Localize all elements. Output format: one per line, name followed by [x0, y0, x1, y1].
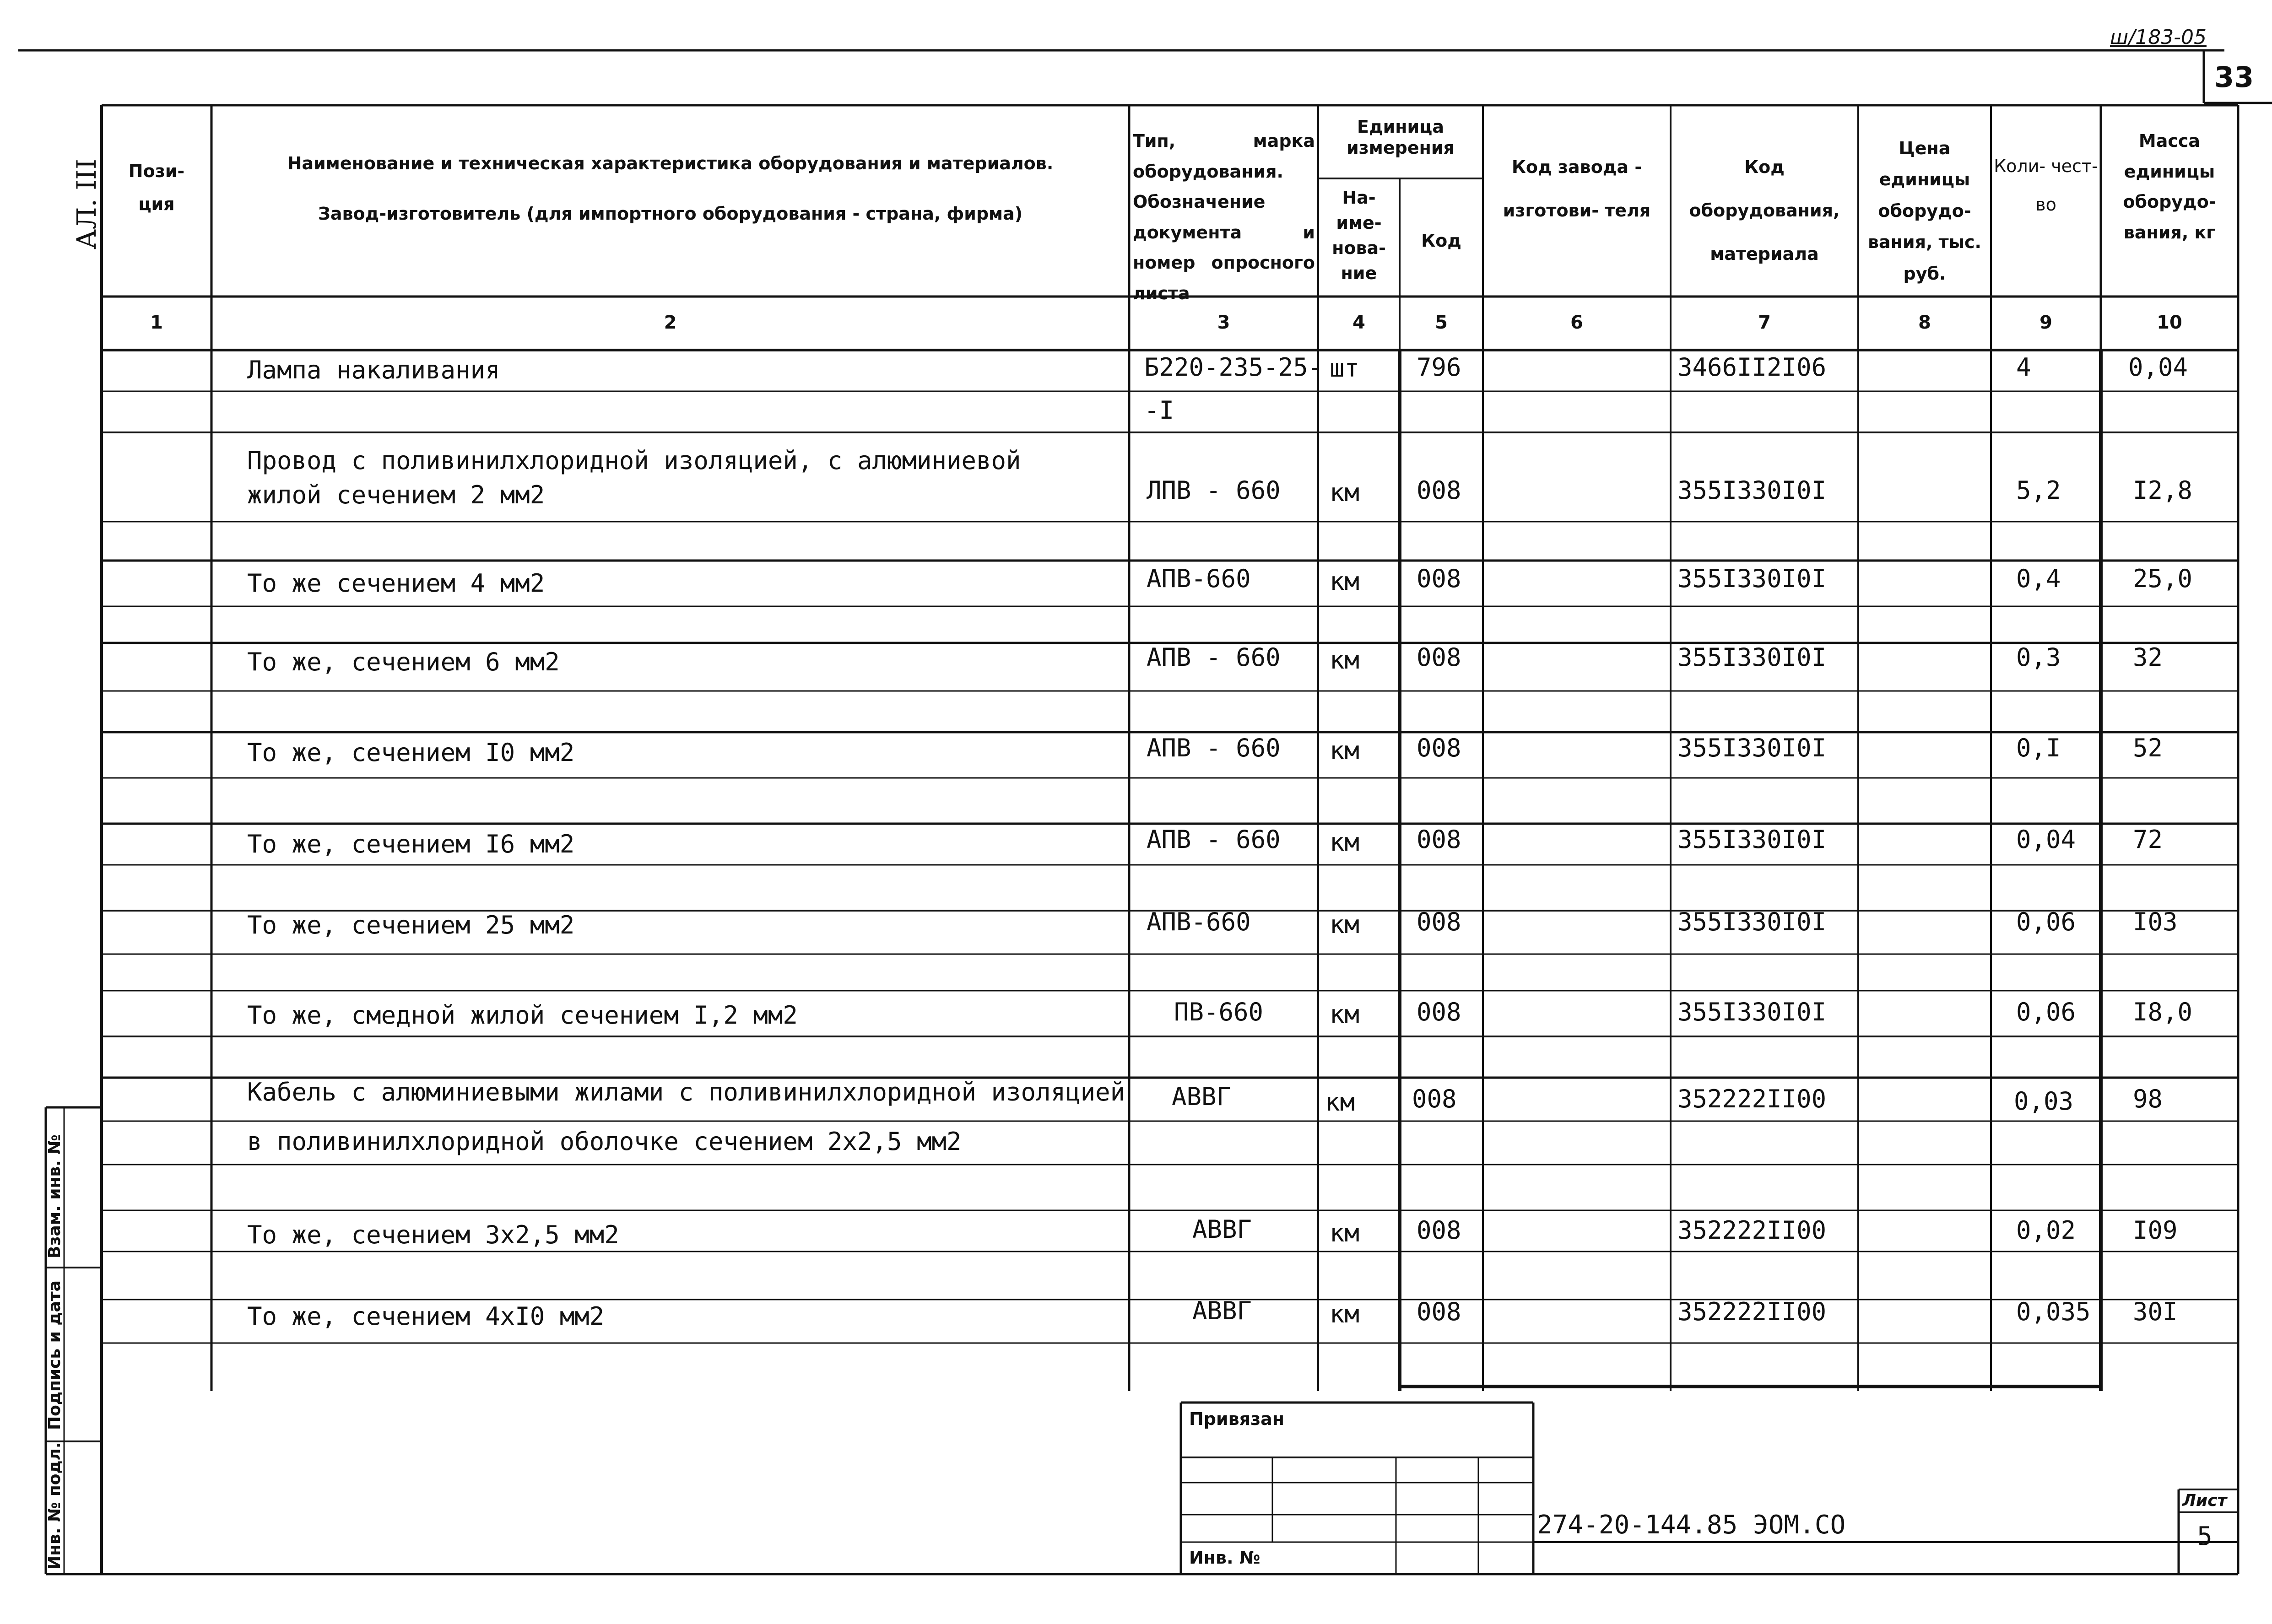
- doc-reference-top: ш/183-05: [2110, 26, 2207, 49]
- col-number-9: 9: [2039, 312, 2052, 333]
- row-type: ПВ-660: [1174, 998, 1264, 1026]
- row-mass: 25,0: [2133, 564, 2193, 593]
- row-mass: 98: [2133, 1084, 2163, 1113]
- row-unit: шт: [1330, 354, 1360, 383]
- col-number-3: 3: [1217, 312, 1230, 333]
- col-number-4: 4: [1352, 312, 1365, 333]
- row-type: АПВ - 660: [1147, 825, 1281, 854]
- stamp-privyazan: Привязан: [1189, 1409, 1285, 1429]
- row-material-code: 355I330I0I: [1677, 643, 1827, 672]
- row-material-code: 3466II2I06: [1677, 353, 1827, 382]
- row-type: ЛПВ - 660: [1147, 476, 1281, 505]
- row-type: АВВГ: [1172, 1082, 1232, 1111]
- row-quantity: 5,2: [2016, 476, 2061, 505]
- row-type: АПВ-660: [1147, 564, 1251, 593]
- row-material-code: 352222II00: [1677, 1216, 1827, 1245]
- header-price: Цена единицы оборудо- вания, тыс. руб.: [1868, 138, 1981, 284]
- row-mass: 72: [2133, 825, 2163, 854]
- row-material-code: 355I330I0I: [1677, 825, 1827, 854]
- row-mass: 52: [2133, 734, 2163, 762]
- header-type: Тип, марка оборудования. Обозначение документа и номер опросного листа: [1133, 131, 1315, 303]
- col-number-2: 2: [664, 312, 677, 333]
- row-name: Лампа накаливания: [247, 356, 500, 384]
- row-name: То же, сечением 3х2,5 мм2: [247, 1220, 619, 1249]
- row-unit-code: 008: [1417, 734, 1461, 762]
- stamp-inv-no: Инв. №: [1189, 1548, 1260, 1568]
- row-name: То же, сечением I6 мм2: [247, 830, 575, 858]
- row-type: АВВГ: [1192, 1296, 1252, 1325]
- row-name: Кабель с алюминиевыми жилами с поливинилхлоридной изоляцией: [247, 1078, 1125, 1106]
- row-quantity: 0,04: [2016, 825, 2076, 854]
- row-type: АПВ - 660: [1147, 734, 1281, 762]
- col-number-10: 10: [2157, 312, 2182, 333]
- row-name: Провод с поливинилхлоридной изоляцией, с алюминиевой: [247, 446, 1021, 475]
- col-number-7: 7: [1758, 312, 1771, 333]
- header-mass: Масса единицы оборудо- вания, кг: [2123, 131, 2216, 243]
- row-mass: I2,8: [2133, 476, 2193, 505]
- row-quantity: 0,06: [2016, 998, 2076, 1026]
- header-name-line2: Завод-изготовитель (для импортного оборудования - страна, фирма): [318, 204, 1023, 224]
- stamp-list-number: 5: [2197, 1521, 2212, 1551]
- row-quantity: 0,4: [2016, 564, 2061, 593]
- row-unit: км: [1330, 1219, 1360, 1247]
- row-unit-code: 008: [1417, 1297, 1461, 1326]
- row-name: То же, сечением 6 мм2: [247, 647, 560, 676]
- page-number: 33: [2214, 60, 2254, 94]
- row-material-code: 355I330I0I: [1677, 998, 1827, 1026]
- row-unit-code: 008: [1417, 476, 1461, 505]
- header-unit-code: Код: [1421, 231, 1461, 251]
- row-unit: км: [1330, 910, 1360, 939]
- header-position: Пози- ция: [128, 161, 185, 215]
- row-quantity: 0,035: [2016, 1297, 2091, 1326]
- side-label-podpis: Подпись и дата: [45, 1280, 64, 1430]
- header-name-line1: Наименование и техническая характеристика оборудования и материалов.: [287, 153, 1054, 173]
- row-unit-code: 008: [1412, 1084, 1457, 1113]
- row-quantity: 0,3: [2016, 643, 2061, 672]
- row-type: -I: [1144, 396, 1174, 425]
- row-mass: 32: [2133, 643, 2163, 672]
- row-material-code: 352222II00: [1677, 1084, 1827, 1113]
- row-unit-code: 796: [1417, 353, 1461, 382]
- row-unit-code: 008: [1417, 564, 1461, 593]
- side-label-inv-podl: Инв. № подл.: [45, 1442, 64, 1570]
- row-unit: км: [1330, 646, 1360, 674]
- row-unit: км: [1330, 1000, 1360, 1029]
- row-name: То же, сечением 4хI0 мм2: [247, 1302, 605, 1331]
- stamp-doc-code: 274-20-144.85 ЭОМ.СО: [1537, 1510, 1846, 1540]
- row-unit: км: [1330, 1300, 1360, 1328]
- side-label-vzam: Взам. инв. №: [45, 1134, 64, 1258]
- row-name: То же, смедной жилой сечением I,2 мм2: [247, 1001, 798, 1030]
- row-type: Б220-235-25-: [1144, 353, 1323, 382]
- row-unit-code: 008: [1417, 998, 1461, 1026]
- row-unit-code: 008: [1417, 643, 1461, 672]
- header-quantity: Коли- чест- во: [1994, 156, 2098, 215]
- row-mass: 0,04: [2128, 353, 2188, 382]
- row-name: То же сечением 4 мм2: [247, 569, 545, 598]
- row-unit: км: [1325, 1088, 1355, 1117]
- row-mass: 30I: [2133, 1297, 2178, 1326]
- row-type: АВВГ: [1192, 1215, 1252, 1244]
- row-quantity: 0,06: [2016, 907, 2076, 936]
- row-mass: I09: [2133, 1216, 2178, 1245]
- row-name: То же, сечением I0 мм2: [247, 738, 575, 767]
- row-quantity: 0,I: [2016, 734, 2061, 762]
- col-number-8: 8: [1918, 312, 1931, 333]
- row-name: То же, сечением 25 мм2: [247, 911, 575, 939]
- row-unit-code: 008: [1417, 825, 1461, 854]
- row-material-code: 355I330I0I: [1677, 564, 1827, 593]
- row-mass: I8,0: [2133, 998, 2193, 1026]
- row-type: АПВ-660: [1147, 907, 1251, 936]
- row-unit: км: [1330, 567, 1360, 596]
- row-material-code: 355I330I0I: [1677, 907, 1827, 936]
- row-unit: км: [1330, 478, 1360, 507]
- row-name: жилой сечением 2 мм2: [247, 480, 545, 509]
- col-number-6: 6: [1570, 312, 1583, 333]
- stamp-list-label: Лист: [2182, 1491, 2227, 1510]
- row-unit-code: 008: [1417, 907, 1461, 936]
- row-quantity: 0,03: [2014, 1087, 2074, 1116]
- header-unit: Единица измерения: [1347, 117, 1455, 158]
- header-material-code: Код оборудования, материала: [1689, 157, 1840, 264]
- header-factory-code: Код завода - изготови- теля: [1503, 157, 1651, 221]
- col-number-1: 1: [150, 312, 163, 333]
- col-number-5: 5: [1435, 312, 1448, 333]
- row-mass: I03: [2133, 907, 2178, 936]
- row-material-code: 355I330I0I: [1677, 734, 1827, 762]
- row-unit: км: [1330, 828, 1360, 857]
- row-unit: км: [1330, 736, 1360, 765]
- header-unit-name: На- име- нова- ние: [1332, 188, 1386, 284]
- row-material-code: 355I330I0I: [1677, 476, 1827, 505]
- row-unit-code: 008: [1417, 1216, 1461, 1245]
- row-quantity: 4: [2016, 353, 2031, 382]
- row-name: в поливинилхлоридной оболочке сечением 2х2,5 мм2: [247, 1127, 962, 1156]
- row-quantity: 0,02: [2016, 1216, 2076, 1245]
- row-material-code: 352222II00: [1677, 1297, 1827, 1326]
- album-label: АЛ. III: [71, 159, 102, 249]
- row-type: АПВ - 660: [1147, 643, 1281, 672]
